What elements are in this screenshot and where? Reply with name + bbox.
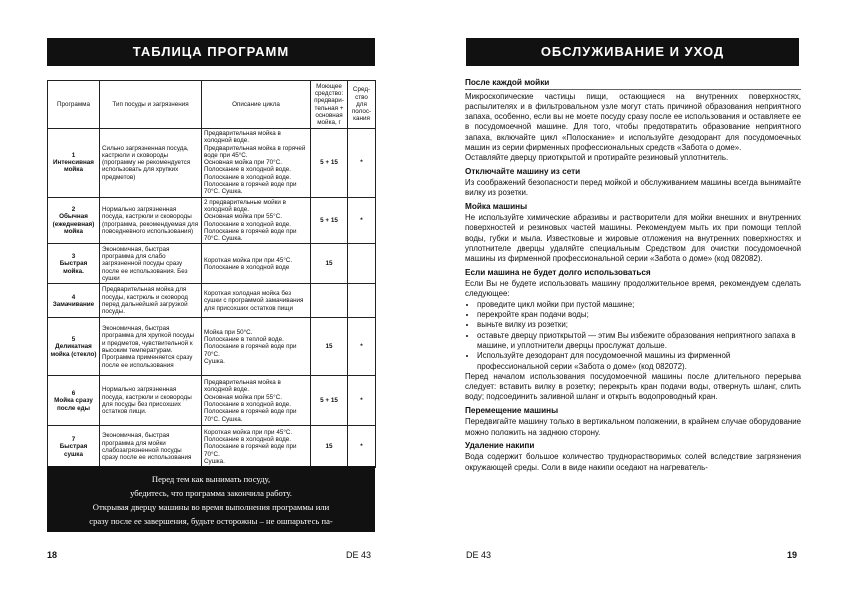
notice-line: Перед тем как вынимать посуду, [151, 474, 271, 484]
header-dishes: Тип посуды и загрязнения [100, 81, 202, 129]
program-cycle: Короткая мойка при при 45°C. Полоскание в холодной воде [202, 244, 311, 284]
page-number-left: 18 [47, 550, 58, 560]
program-dishes: Нормально загрязненная посуда, кастрюли и сковороды (программа, рекомендуемая для повседневного использования) [100, 197, 202, 244]
notice-line: сразу после ее завершения, будьте осторожны – не ошпарьтесь па- [89, 516, 333, 526]
section-heading: Отключайте машину из сети [465, 166, 581, 176]
table-row [48, 129, 376, 198]
program-table-title: ТАБЛИЦА ПРОГРАММ [47, 38, 375, 66]
section-text: Если Вы не будете использовать машину продолжительное время, рекомендуем сделать следующее: [465, 279, 801, 299]
program-rinse [348, 244, 376, 284]
program-name: 5 Деликатная мойка (стекло) [48, 318, 100, 376]
program-rinse: * [348, 376, 376, 426]
program-cycle: Мойка при 50°C. Полоскание в теплой воде. Полоскание в горячей воде при 70°C. Сушка. [202, 318, 311, 376]
section-text: Не используйте химические абразивы и растворители для мойки внешних и внутренних поверхностей и резиновых частей машины. Рекомендуем мыть их при помощи теплой воды, губки и мыла. Известковые и жировые отложения на внутренних поверхностях и уплотнителе дверцы удаляйте специальным Средством для очистки посудомоечной машины из фирменной профессиональной серии «Забота о доме» (код 082082). [465, 213, 801, 264]
program-rinse: * [348, 129, 376, 198]
table-row [48, 376, 376, 426]
program-rinse: * [348, 318, 376, 376]
program-name: 3 Быстрая мойка. [48, 244, 100, 284]
section-text: Перед началом использования посудомоечной машины после длительного перерыва следует: вставить вилку в розетку; перекрыть кран подачи воды, отвернуть шланг, слить воду; подсоединить заливной шланг и открыть водопроводный кран. [465, 371, 801, 402]
list-item: • выньте вилку из розетки; [477, 320, 801, 330]
program-detergent: 5 + 15 [311, 129, 348, 198]
section-heading: Мойка машины [465, 201, 528, 211]
program-cycle: 2 предварительные мойки в холодной воде. Основная мойка при 55°C. Полоскание в холодной воде. Полоскание в горячей воде при 70°C. Сушка. [202, 197, 311, 244]
notice-line: Открывая дверцу машины во время выполнения программы или [92, 502, 330, 512]
header-rinse: Сред-ство для полос-кания [348, 81, 376, 129]
program-name: 1 Интенсивная мойка [48, 129, 100, 198]
table-row [48, 426, 376, 468]
header-program: Программа [48, 81, 100, 129]
section-text: Передвигайте машину только в вертикальном положении, в крайнем случае оборудование можно положить на заднюю сторону. [465, 417, 801, 437]
notice-line: убедитесь, что программа закончила работу. [130, 488, 292, 498]
program-rinse: * [348, 197, 376, 244]
section-text: Из соображений безопасности перед мойкой и обслуживанием машины всегда вынимайте вилку из розетки. [465, 178, 801, 198]
program-cycle: Короткая холодная мойка без сушки с программой замачивания для присохших остатков пищи [202, 284, 311, 318]
storage-checklist [465, 300, 801, 372]
program-name: 6 Мойка сразу после еды [48, 376, 100, 426]
program-detergent: 5 + 15 [311, 376, 348, 426]
maintenance-content [465, 75, 801, 473]
program-detergent: 15 [311, 318, 348, 376]
program-cycle: Предварительная мойка в холодной воде. Основная мойка при 55°C. Полоскание в холодной воде. Полоскание в горячей воде при 70°C. Сушка. [202, 376, 311, 426]
program-dishes: Экономичная, быстрая программа для слабо загрязненной посуды сразу после ее использования. Без сушки [100, 244, 202, 284]
list-item: • перекройте кран подачи воды; [477, 310, 801, 320]
program-name: 4 Замачивание [48, 284, 100, 318]
table-header-row [48, 81, 376, 129]
warning-notice [47, 466, 375, 532]
page-number-right: 19 [787, 550, 798, 560]
table-row [48, 244, 376, 284]
section-text: Микроскопические частицы пищи, остающиеся на внутренних поверхностях, распылителях и в фильтровальном узле могут стать причиной образования неприятного запаха, особенно, если вы не моете посуду сразу после ее использования и оставляете ее в посудомоечной машине. Для того, чтобы предотвратить образование неприятного запаха, включайте цикл «Полоскание» и используйте дезодорант для посудомоечных машин из серии фирменных профессиональных средств «Забота о доме». [465, 91, 801, 152]
table-row [48, 197, 376, 244]
section-heading: Удаление накипи [465, 440, 535, 450]
program-rinse [348, 284, 376, 318]
program-dishes: Предварительная мойка для посуды, кастрюль и сковород перед дальнейшей загрузкой посуды. [100, 284, 202, 318]
table-row [48, 284, 376, 318]
program-rinse: * [348, 426, 376, 468]
program-table [47, 80, 376, 468]
maintenance-title: ОБСЛУЖИВАНИЕ И УХОД [466, 38, 799, 66]
section-divider [465, 89, 801, 90]
model-left: DE 43 [346, 550, 372, 560]
program-cycle: Короткая мойка при при 45°C. Полоскание в холодной воде. Полоскание в горячей воде при 70°C. Сушка. [202, 426, 311, 468]
program-detergent: 15 [311, 244, 348, 284]
program-name: 2 Обычная (ежедневная) мойка [48, 197, 100, 244]
header-cycle: Описание цикла [202, 81, 311, 129]
list-item: • Используйте дезодорант для посудомоечной машины из фирменной профессиональной серии «Забота о доме» (код 082072). [477, 351, 801, 372]
table-row [48, 318, 376, 376]
section-heading: Если машина не будет долго использоваться [465, 267, 651, 277]
section-heading: Перемещение машины [465, 405, 559, 415]
section-text: Оставляйте дверцу приоткрытой и протирайте резиновый уплотнитель. [465, 153, 729, 163]
program-dishes: Экономичная, быстрая программа для мойки слабозагрязненной посуды сразу после ее использования [100, 426, 202, 468]
program-dishes: Нормально загрязненная посуда, кастрюли и сковороды для посуды без присохших остатков пищи. [100, 376, 202, 426]
program-name: 7 Быстрая сушка [48, 426, 100, 468]
program-dishes: Сильно загрязненная посуда, кастрюли и сковороды (программу не рекомендуется использовать для хрупких предметов) [100, 129, 202, 198]
program-detergent: 15 [311, 426, 348, 468]
section-text: Вода содержит большое количество труднорастворимых солей вследствие загрязнения окружающей среды. Соли в виде накипи оседают на нагреватель- [465, 452, 801, 472]
program-cycle: Предварительная мойка в холодной воде. Предварительная мойка в горячей воде при 45°C. Основная мойка при 70°C. Полоскание в холодной воде. Полоскание в холодной воде. Полоскание в горячей воде при 70°C. Сушка. [202, 129, 311, 198]
program-detergent: 5 + 15 [311, 197, 348, 244]
model-right: DE 43 [466, 550, 492, 560]
program-dishes: Экономичная, быстрая программа для хрупкой посуды и предметов, чувствительной к высоким температурам. Программа применяется сразу после ее использования [100, 318, 202, 376]
list-item: • проведите цикл мойки при пустой машине; [477, 300, 801, 310]
program-detergent [311, 284, 348, 318]
section-heading: После каждой мойки [465, 78, 550, 87]
right-page [421, 0, 842, 595]
list-item: • оставьте дверцу приоткрытой — этим Вы избежите образования неприятного запаха в машине, и уплотнители дверцы прослужат дольше. [477, 331, 801, 352]
header-detergent: Моющее средство: предвари-тельная + основная мойка, г [311, 81, 348, 129]
